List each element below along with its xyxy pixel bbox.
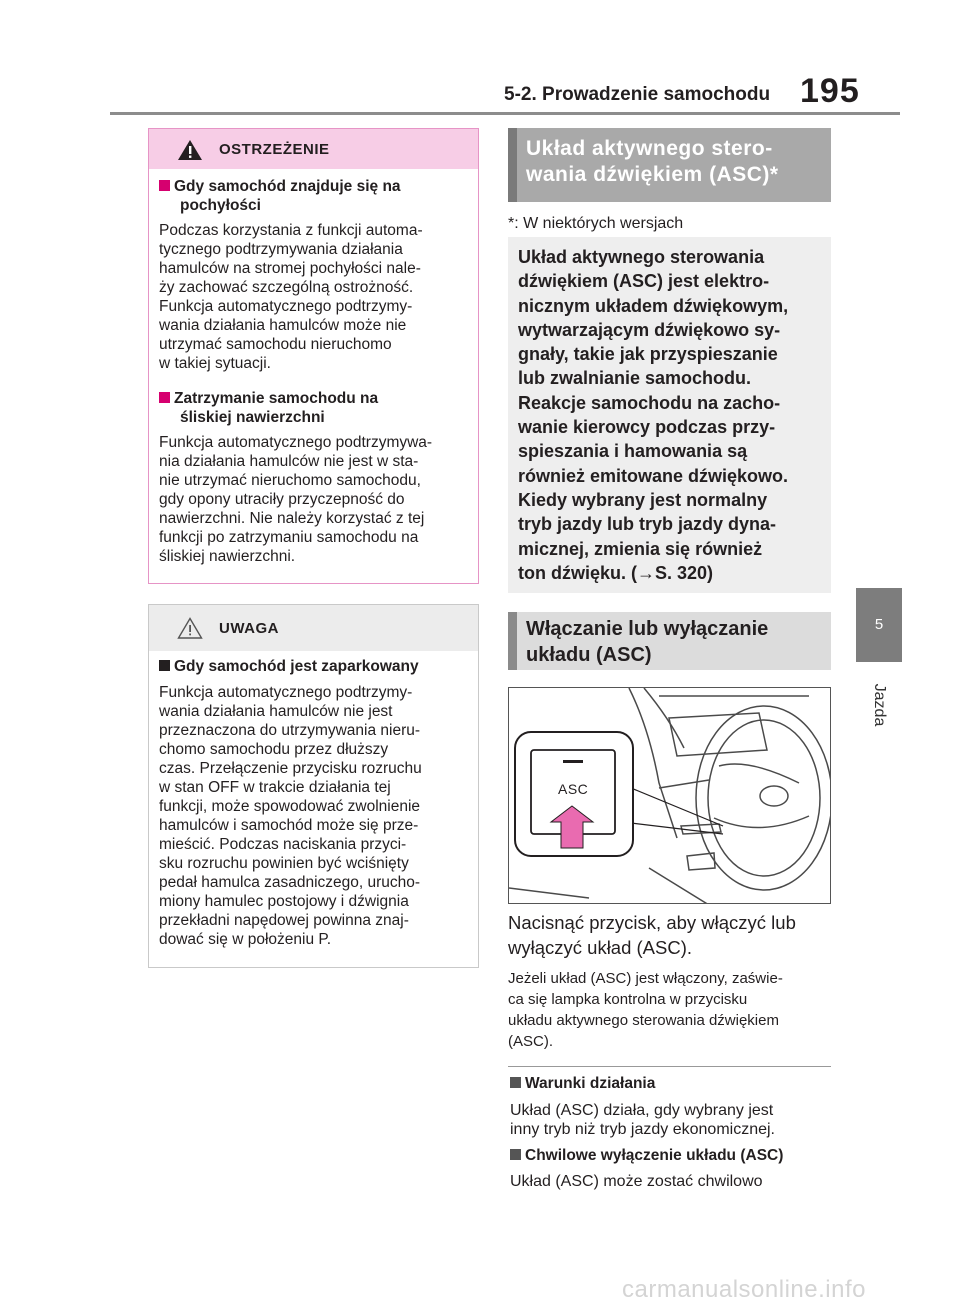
lead-line: gnały, takie jak przyspieszanie: [518, 344, 778, 365]
bullet-square-icon: [510, 1149, 521, 1160]
notice-p1-line: Funkcja automatycznego podtrzymy-: [159, 684, 413, 701]
heading-asc-line: Układ aktywnego stero-: [526, 137, 773, 160]
notice-p1-line: pedał hamulca zasadniczego, urucho-: [159, 874, 421, 891]
lead-line: nicznym układem dźwiękowym,: [518, 295, 789, 316]
warning-subheading-1: Gdy samochód znajduje się na pochyłości: [159, 177, 471, 215]
caution-triangle-icon: [177, 617, 203, 639]
heading-asc: [508, 128, 831, 202]
warning-p1-line: Funkcja automatycznego podtrzymy-: [159, 298, 413, 315]
section-title: 5-2. Prowadzenie samochodu: [504, 84, 771, 105]
lead-line: ton dźwięku. (→S. 320): [518, 562, 714, 583]
notice-p1-line: funkcji, może spowodować zwolnienie: [159, 798, 421, 815]
notice-title: UWAGA: [219, 620, 279, 637]
heading-toggle: [508, 612, 831, 670]
note-line: (ASC).: [508, 1033, 553, 1050]
note-line: ca się lampka kontrolna w przycisku: [508, 991, 748, 1008]
heading-asc-line: wania dźwiękiem (ASC)*: [526, 163, 779, 186]
lead-line: Reakcje samochodu na zacho-: [518, 392, 781, 413]
warning-triangle-icon: [177, 139, 203, 161]
warning-title: OSTRZEŻENIE: [219, 141, 330, 158]
lead-line: dźwiękiem (ASC) jest elektro-: [518, 271, 770, 292]
temporary-off-line: Układ (ASC) może zostać chwilowo: [510, 1173, 763, 1190]
conditions-line: inny tryb niż tryb jazdy ekonomicznej.: [510, 1121, 775, 1138]
header-rule: [110, 112, 900, 115]
warning-p1-line: tycznego podtrzymywania działania: [159, 241, 403, 258]
warning-p2-line: nawierzchni. Nie należy korzystać z tej: [159, 510, 425, 527]
chapter-label: Jazda: [871, 683, 888, 727]
notice-p1-line: mieścić. Podczas naciskania przyci-: [159, 836, 407, 853]
warning-box: [148, 128, 479, 584]
conditions-line: Układ (ASC) działa, gdy wybrany jest: [510, 1102, 774, 1119]
warning-p2-line: nia działania hamulców nie jest w sta-: [159, 453, 419, 470]
notice-header: [149, 605, 478, 651]
page-number: 195: [800, 72, 860, 110]
lead-line: lub zwalnianie samochodu.: [518, 368, 752, 389]
warning-p2-line: Funkcja automatycznego podtrzymywa-: [159, 434, 433, 451]
lead-line: wanie kierowcy podczas przy-: [518, 417, 776, 438]
instruction-text: [508, 910, 838, 960]
warning-p2-line: nie utrzymać nieruchomo samochodu,: [159, 472, 421, 489]
conditions-text: [510, 1101, 840, 1139]
notice-p1-line: miony hamulec postojowy i dźwignia: [159, 893, 409, 910]
notice-p1-line: czas. Przełączenie przycisku rozruchu: [159, 760, 422, 777]
warning-p1-line: hamulców na stromej pochyłości nale-: [159, 260, 421, 277]
warning-header: [149, 129, 478, 169]
notice-p1-line: dować się w położeniu P.: [159, 931, 332, 948]
notice-subheading-1: Gdy samochód jest zaparkowany: [159, 657, 477, 676]
lead-line: Kiedy wybrany jest normalny: [518, 489, 768, 510]
divider: [508, 1066, 831, 1067]
warning-p1-line: wania działania hamulców może nie: [159, 317, 407, 334]
notice-p1-line: przeznaczona do utrzymywania nieru-: [159, 722, 421, 739]
warning-paragraph-1: [159, 221, 477, 373]
notice-paragraph: [159, 683, 477, 949]
heading-toggle-line: układu (ASC): [526, 644, 652, 666]
bullet-square-icon: [159, 392, 170, 403]
subheading-conditions: Warunki działania: [510, 1074, 830, 1093]
instruction-line: wyłączyć układ (ASC).: [508, 937, 693, 958]
notice-p1-line: przekładni napędowej powinna znaj-: [159, 912, 409, 929]
warning-p1-line: utrzymać samochodu nieruchomo: [159, 336, 392, 353]
lead-line: również emitowane dźwiękowo.: [518, 465, 789, 486]
note-line: Jeżeli układ (ASC) jest włączony, zaświe-: [508, 970, 783, 987]
warning-p1-line: Podczas korzystania z funkcji automa-: [159, 222, 423, 239]
heading-toggle-line: Włączanie lub wyłączanie: [526, 618, 769, 640]
warning-p1-line: ży zachować szczególną ostrożność.: [159, 279, 414, 296]
warning-p2-line: gdy opony utraciły przyczepność do: [159, 491, 405, 508]
warning-p2-line: śliskiej nawierzchni.: [159, 548, 296, 565]
chapter-tab[interactable]: 5: [856, 588, 902, 662]
warning-p1-line: w takiej sytuacji.: [159, 355, 271, 372]
warning-subheading-2: Zatrzymanie samochodu na śliskiej nawierzchni: [159, 389, 471, 427]
dashboard-illustration: [508, 687, 831, 904]
bullet-square-icon: [159, 180, 170, 191]
notice-box: [148, 604, 479, 968]
notice-p1-line: w stan OFF w trakcie działania tej: [159, 779, 391, 796]
note-text: [508, 968, 838, 1052]
notice-p1-line: sku rozruchu powinien być wciśnięty: [159, 855, 409, 872]
notice-p1-line: wania działania hamulców nie jest: [159, 703, 393, 720]
lead-line: spieszania i hamowania są: [518, 441, 748, 462]
lead-box: [508, 237, 831, 593]
bullet-square-icon: [510, 1077, 521, 1088]
instruction-line: Nacisnąć przycisk, aby włączyć lub: [508, 912, 796, 933]
warning-paragraph-2: [159, 433, 477, 566]
notice-p1-line: chomo samochodu przez dłuższy: [159, 741, 389, 758]
bullet-square-icon: [159, 660, 170, 671]
footnote: *: W niektórych wersjach: [508, 215, 684, 232]
lead-line: wytwarzającym dźwiękowo sy-: [518, 319, 781, 340]
lead-line: tryb jazdy lub tryb jazdy dyna-: [518, 514, 777, 535]
note-line: układu aktywnego sterowania dźwiękiem: [508, 1012, 779, 1029]
lead-line: Układ aktywnego sterowania: [518, 247, 765, 267]
notice-p1-line: hamulców i samochód może się prze-: [159, 817, 419, 834]
asc-button-label: ASC: [558, 781, 589, 797]
warning-p2-line: funkcji po zatrzymaniu samochodu na: [159, 529, 419, 546]
subheading-temporary-off: Chwilowe wyłączenie układu (ASC): [510, 1146, 840, 1165]
lead-line: micznej, zmienia się również: [518, 538, 763, 559]
temporary-off-text: [510, 1172, 840, 1191]
watermark: carmanualsonline.info: [622, 1276, 866, 1303]
